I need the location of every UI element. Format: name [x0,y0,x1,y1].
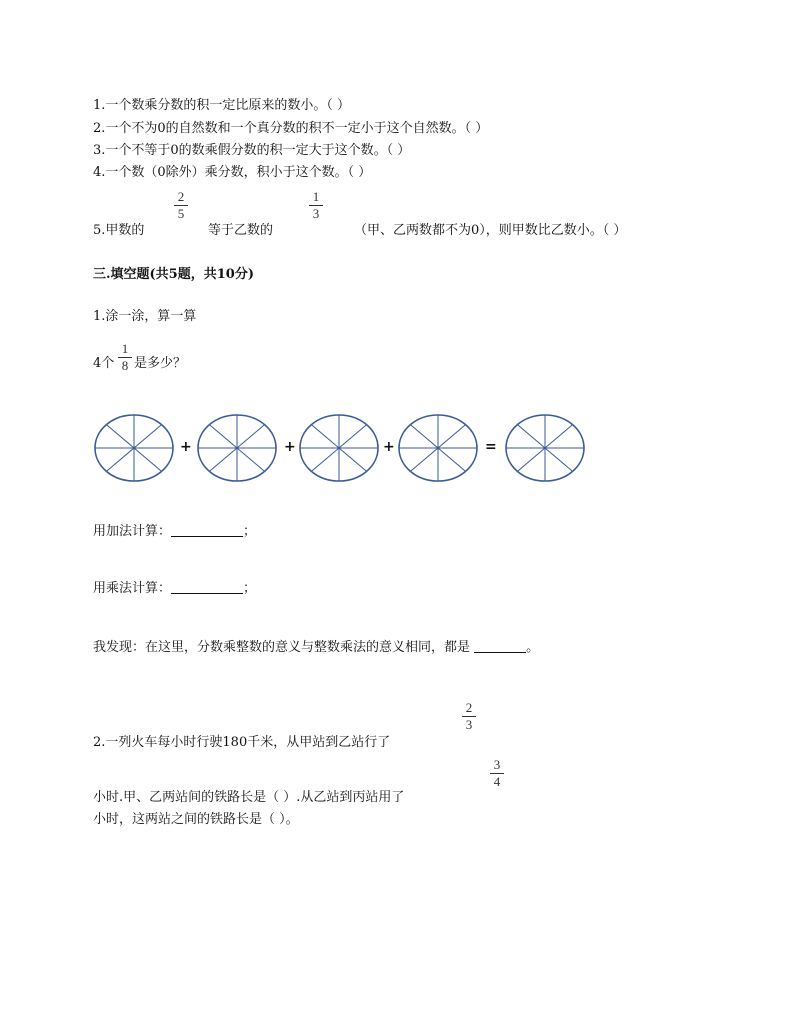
fill-question-1-subprompt-pre: 4个 [93,356,115,371]
fraction-one-eighth [117,342,133,373]
fraction-numerator: 2 [465,700,473,715]
pie-circle-5[interactable] [505,414,585,482]
judgement-question-5-part1: 5.甲数的 [93,223,145,238]
fraction-denominator: 3 [465,717,473,732]
multiplication-end: ； [243,581,257,596]
fraction-one-third [308,190,324,221]
slice-divider [410,448,438,471]
fraction-denominator: 8 [121,358,129,373]
pie-circle-4[interactable] [398,414,478,482]
finding-end: 。 [526,640,540,655]
fraction-three-quarters [489,758,505,789]
plus-operator-1: + [180,439,192,455]
slice-divider [438,448,466,471]
fraction-numerator: 1 [312,189,320,204]
judgement-question-4: 4.一个数（0除外）乘分数，积小于这个数。（ ） [93,165,372,180]
section-heading-fill-in: 三.填空题(共5题，共10分) [93,267,254,282]
judgement-question-1: 1.一个数乘分数的积一定比原来的数小。（ ） [93,98,351,113]
fraction-denominator: 5 [177,206,185,221]
slice-divider [339,425,367,448]
fraction-two-thirds [461,701,477,732]
pie-circle-1[interactable] [94,414,174,482]
fill-question-1-prompt: 1.涂一涂，算一算 [93,309,197,324]
slice-divider [106,448,134,471]
slice-divider [339,448,367,471]
equals-operator: = [485,439,497,455]
fraction-numerator: 3 [493,757,501,772]
slice-divider [237,425,265,448]
pie-circle-2[interactable] [197,414,277,482]
addition-answer-blank[interactable] [171,524,243,537]
fraction-numerator: 2 [177,189,185,204]
fraction-denominator: 4 [493,774,501,789]
slice-divider [237,448,265,471]
judgement-question-2: 2.一个不为0的自然数和一个真分数的积不一定小于这个自然数。（ ） [93,121,489,136]
addition-label: 用加法计算： [93,524,172,539]
plus-operator-2: + [284,439,296,455]
fill-question-2-part1: 2.一列火车每小时行驶180千米，从甲站到乙站行了 [93,735,391,750]
slice-divider [106,425,134,448]
fraction-numerator: 1 [121,341,129,356]
multiplication-answer-blank[interactable] [171,581,243,594]
slice-divider [438,425,466,448]
slice-divider [545,448,573,471]
fill-question-2-part2: 小时.甲、乙两站间的铁路长是（ ）.从乙站到丙站用了 [93,790,405,805]
slice-divider [410,425,438,448]
multiplication-line [93,577,256,596]
slice-divider [134,425,162,448]
plus-operator-3: + [383,439,395,455]
slice-divider [134,448,162,471]
finding-label: 我发现：在这里，分数乘整数的意义与整数乘法的意义相同，都是 [93,640,471,655]
pie-circle-3[interactable] [299,414,379,482]
slice-divider [311,425,339,448]
slice-divider [517,448,545,471]
addition-end: ； [243,524,257,539]
fraction-denominator: 3 [312,206,320,221]
finding-line [93,636,539,655]
slice-divider [545,425,573,448]
judgement-question-5-part2: 等于乙数的 [208,223,274,238]
finding-answer-blank[interactable] [474,640,526,653]
multiplication-label: 用乘法计算： [93,581,172,596]
fill-question-2-part3: 小时，这两站之间的铁路长是（ ）。 [93,812,299,827]
slice-divider [517,425,545,448]
slice-divider [209,448,237,471]
judgement-question-3: 3.一个不等于0的数乘假分数的积一定大于这个数。（ ） [93,143,411,158]
judgement-question-5-part3: （甲、乙两数都不为0），则甲数比乙数小。（ ） [354,223,627,238]
addition-line [93,520,256,539]
fraction-two-fifths [173,190,189,221]
fill-question-1-subprompt-post: 是多少？ [134,356,187,371]
slice-divider [209,425,237,448]
slice-divider [311,448,339,471]
